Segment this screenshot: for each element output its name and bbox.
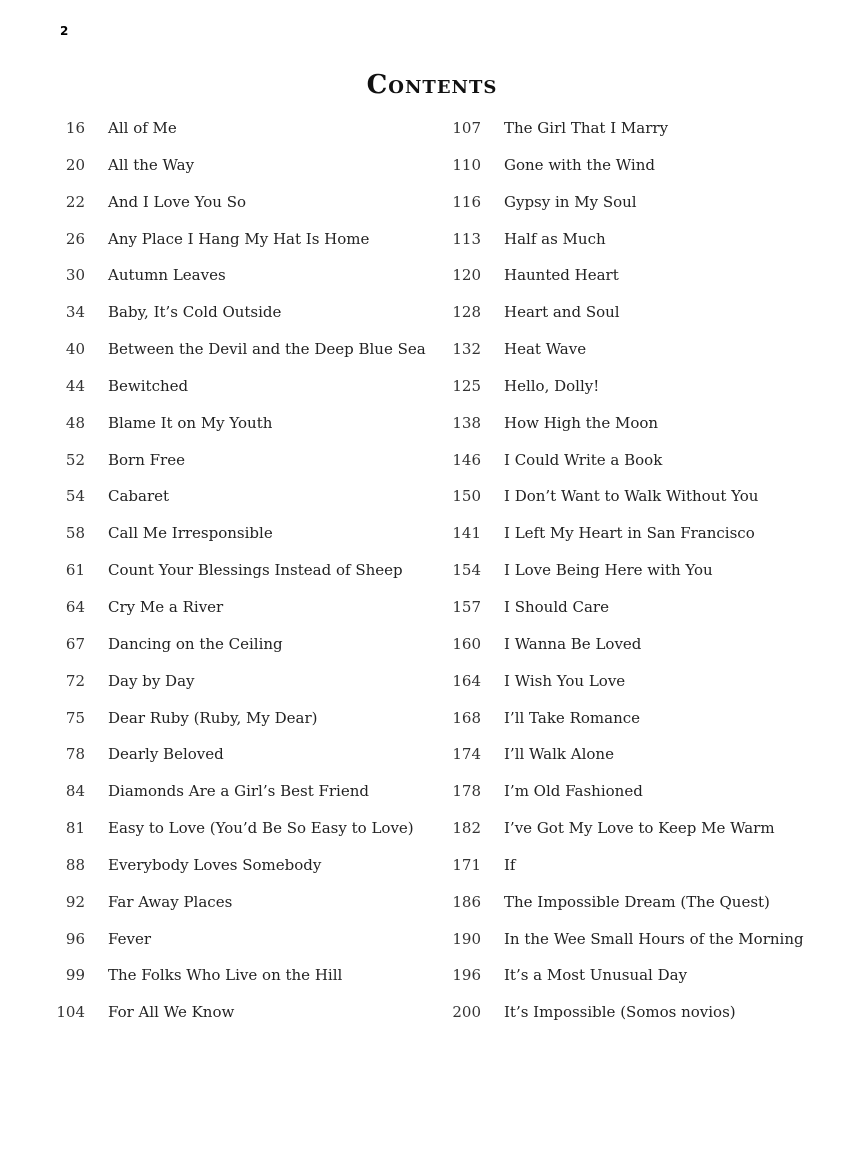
- entry-song-title: Any Place I Hang My Hat Is Home: [108, 229, 370, 248]
- contents-entry: [52, 1001, 432, 1038]
- entry-song-title: Gypsy in My Soul: [504, 192, 637, 211]
- entry-page-number: 99: [65, 966, 85, 985]
- contents-left-column: [52, 117, 432, 1038]
- entry-page-number: 16: [65, 119, 85, 137]
- entry-page-number: 171: [452, 855, 481, 874]
- entry-song-title: Count Your Blessings Instead of Sheep: [108, 561, 403, 580]
- entry-page-number: 196: [452, 966, 481, 985]
- entry-page-number: 34: [65, 303, 85, 322]
- entry-page-number: 75: [65, 708, 85, 727]
- entry-song-title: Bewitched: [108, 376, 189, 395]
- contents-entry: [52, 228, 432, 265]
- contents-entry: [448, 964, 848, 1001]
- contents-entry: [448, 817, 848, 854]
- entry-page-number: 61: [65, 561, 85, 580]
- entry-page-number: 30: [65, 266, 85, 285]
- entry-song-title: In the Wee Small Hours of the Morning: [504, 929, 804, 948]
- entry-song-title: Easy to Love (You’d Be So Easy to Love): [108, 819, 414, 838]
- contents-entry: [52, 117, 432, 154]
- entry-song-title: Cry Me a River: [108, 597, 224, 616]
- entry-song-title: It’s a Most Unusual Day: [504, 966, 688, 985]
- entry-page-number: 104: [56, 1003, 85, 1022]
- entry-page-number: 116: [452, 192, 481, 211]
- entry-song-title: I’ll Take Romance: [504, 708, 641, 727]
- entry-song-title: I Left My Heart in San Francisco: [504, 524, 755, 543]
- entry-page-number: 88: [65, 855, 85, 874]
- entry-page-number: 110: [452, 155, 481, 174]
- entry-page-number: 128: [452, 303, 481, 322]
- entry-song-title: Far Away Places: [108, 892, 233, 911]
- entry-song-title: I Should Care: [504, 597, 609, 616]
- entry-song-title: All of Me: [108, 119, 177, 137]
- entry-page-number: 81: [65, 819, 85, 838]
- entry-song-title: The Folks Who Live on the Hill: [108, 966, 343, 985]
- entry-page-number: 200: [452, 1003, 481, 1022]
- contents-entry: [448, 449, 848, 486]
- contents-entry: [448, 633, 848, 670]
- entry-page-number: 186: [452, 892, 481, 911]
- entry-song-title: Haunted Heart: [504, 266, 619, 285]
- entry-page-number: 178: [452, 782, 481, 801]
- contents-entry: [448, 338, 848, 375]
- entry-page-number: 160: [452, 634, 481, 653]
- entry-song-title: I Wanna Be Loved: [504, 634, 642, 653]
- contents-entry: [448, 522, 848, 559]
- contents-entry: [52, 559, 432, 596]
- contents-entry: [448, 412, 848, 449]
- contents-entry: [448, 854, 848, 891]
- entry-page-number: 150: [452, 487, 481, 506]
- contents-entry: [52, 596, 432, 633]
- entry-song-title: All the Way: [108, 155, 195, 174]
- entry-page-number: 64: [65, 597, 85, 616]
- entry-page-number: 154: [452, 561, 481, 580]
- contents-entry: [52, 670, 432, 707]
- contents-entry: [448, 743, 848, 780]
- entry-song-title: Dear Ruby (Ruby, My Dear): [108, 708, 318, 727]
- contents-entry: [52, 338, 432, 375]
- entry-page-number: 146: [452, 450, 481, 469]
- entry-page-number: 67: [65, 634, 85, 653]
- contents-entry: [448, 891, 848, 928]
- contents-entry: [448, 780, 848, 817]
- entry-song-title: Autumn Leaves: [108, 266, 226, 285]
- contents-entry: [52, 522, 432, 559]
- entry-song-title: For All We Know: [108, 1003, 235, 1022]
- contents-entry: [448, 264, 848, 301]
- entry-page-number: 92: [65, 892, 85, 911]
- entry-page-number: 44: [65, 376, 85, 395]
- entry-page-number: 174: [452, 745, 481, 764]
- page-number: 2: [60, 24, 69, 38]
- entry-song-title: I’ll Walk Alone: [504, 745, 614, 764]
- contents-entry: [448, 375, 848, 412]
- contents-entry: [52, 633, 432, 670]
- contents-entry: [448, 559, 848, 596]
- contents-entry: [52, 780, 432, 817]
- contents-entry: [448, 670, 848, 707]
- contents-entry: [52, 928, 432, 965]
- entry-song-title: Hello, Dolly!: [504, 376, 600, 395]
- entry-page-number: 26: [65, 229, 85, 248]
- entry-song-title: I Don’t Want to Walk Without You: [504, 487, 759, 506]
- entry-page-number: 22: [65, 192, 85, 211]
- entry-song-title: Heat Wave: [504, 340, 587, 359]
- contents-right-column: [448, 117, 848, 1038]
- entry-song-title: I Wish You Love: [504, 671, 626, 690]
- contents-entry: [448, 928, 848, 965]
- entry-page-number: 78: [65, 745, 85, 764]
- contents-entry: [448, 191, 848, 228]
- contents-entry: [448, 596, 848, 633]
- entry-song-title: If: [504, 855, 516, 874]
- entry-page-number: 54: [65, 487, 85, 506]
- contents-entry: [52, 964, 432, 1001]
- contents-entry: [52, 707, 432, 744]
- entry-song-title: Baby, It’s Cold Outside: [108, 303, 282, 322]
- entry-page-number: 120: [452, 266, 481, 285]
- contents-entry: [448, 228, 848, 265]
- entry-song-title: Fever: [108, 929, 151, 948]
- entry-song-title: Diamonds Are a Girl’s Best Friend: [108, 782, 369, 801]
- entry-page-number: 157: [452, 597, 481, 616]
- entry-song-title: And I Love You So: [108, 192, 247, 211]
- entry-song-title: The Impossible Dream (The Quest): [504, 892, 770, 911]
- contents-entry: [52, 485, 432, 522]
- entry-page-number: 113: [452, 229, 481, 248]
- entry-song-title: I’m Old Fashioned: [504, 782, 643, 801]
- entry-song-title: How High the Moon: [504, 413, 659, 432]
- contents-entry: [52, 154, 432, 191]
- entry-page-number: 72: [65, 671, 85, 690]
- contents-entry: [52, 301, 432, 338]
- entry-song-title: I Could Write a Book: [504, 450, 663, 469]
- entry-page-number: 20: [65, 155, 85, 174]
- entry-page-number: 138: [452, 413, 481, 432]
- contents-entry: [448, 117, 848, 154]
- contents-entry: [52, 449, 432, 486]
- page-title: Contents: [366, 70, 498, 100]
- entry-page-number: 168: [452, 708, 481, 727]
- contents-entry: [52, 191, 432, 228]
- contents-entry: [52, 743, 432, 780]
- contents-entry: [52, 412, 432, 449]
- entry-song-title: Dearly Beloved: [108, 745, 224, 764]
- entry-page-number: 84: [65, 782, 85, 801]
- contents-entry: [448, 707, 848, 744]
- contents-entry: [52, 375, 432, 412]
- entry-song-title: Dancing on the Ceiling: [108, 634, 283, 653]
- contents-entry: [448, 485, 848, 522]
- entry-song-title: Call Me Irresponsible: [108, 524, 273, 543]
- entry-page-number: 52: [65, 450, 85, 469]
- entry-song-title: It’s Impossible (Somos novios): [504, 1003, 736, 1022]
- entry-page-number: 141: [452, 524, 481, 543]
- entry-song-title: The Girl That I Marry: [504, 119, 669, 137]
- entry-song-title: Blame It on My Youth: [108, 413, 273, 432]
- entry-song-title: Gone with the Wind: [504, 155, 655, 174]
- entry-page-number: 182: [452, 819, 481, 838]
- contents-entry: [448, 154, 848, 191]
- contents-entry: [52, 854, 432, 891]
- entry-song-title: Day by Day: [108, 671, 195, 690]
- entry-song-title: I Love Being Here with You: [504, 561, 713, 580]
- entry-page-number: 107: [452, 119, 481, 137]
- entry-page-number: 40: [65, 340, 85, 359]
- entry-song-title: Everybody Loves Somebody: [108, 855, 322, 874]
- entry-song-title: Half as Much: [504, 229, 606, 248]
- entry-page-number: 125: [452, 376, 481, 395]
- entry-song-title: Heart and Soul: [504, 303, 620, 322]
- entry-page-number: 96: [65, 929, 85, 948]
- entry-page-number: 164: [452, 671, 481, 690]
- contents-entry: [52, 891, 432, 928]
- entry-page-number: 58: [65, 524, 85, 543]
- entry-page-number: 48: [65, 413, 85, 432]
- contents-entry: [52, 817, 432, 854]
- entry-song-title: I’ve Got My Love to Keep Me Warm: [504, 819, 775, 838]
- contents-entry: [448, 301, 848, 338]
- contents-entry: [448, 1001, 848, 1038]
- entry-page-number: 190: [452, 929, 481, 948]
- entry-song-title: Cabaret: [108, 487, 170, 506]
- entry-song-title: Born Free: [108, 450, 185, 469]
- entry-song-title: Between the Devil and the Deep Blue Sea: [108, 340, 426, 359]
- entry-page-number: 132: [452, 340, 481, 359]
- contents-entry: [52, 264, 432, 301]
